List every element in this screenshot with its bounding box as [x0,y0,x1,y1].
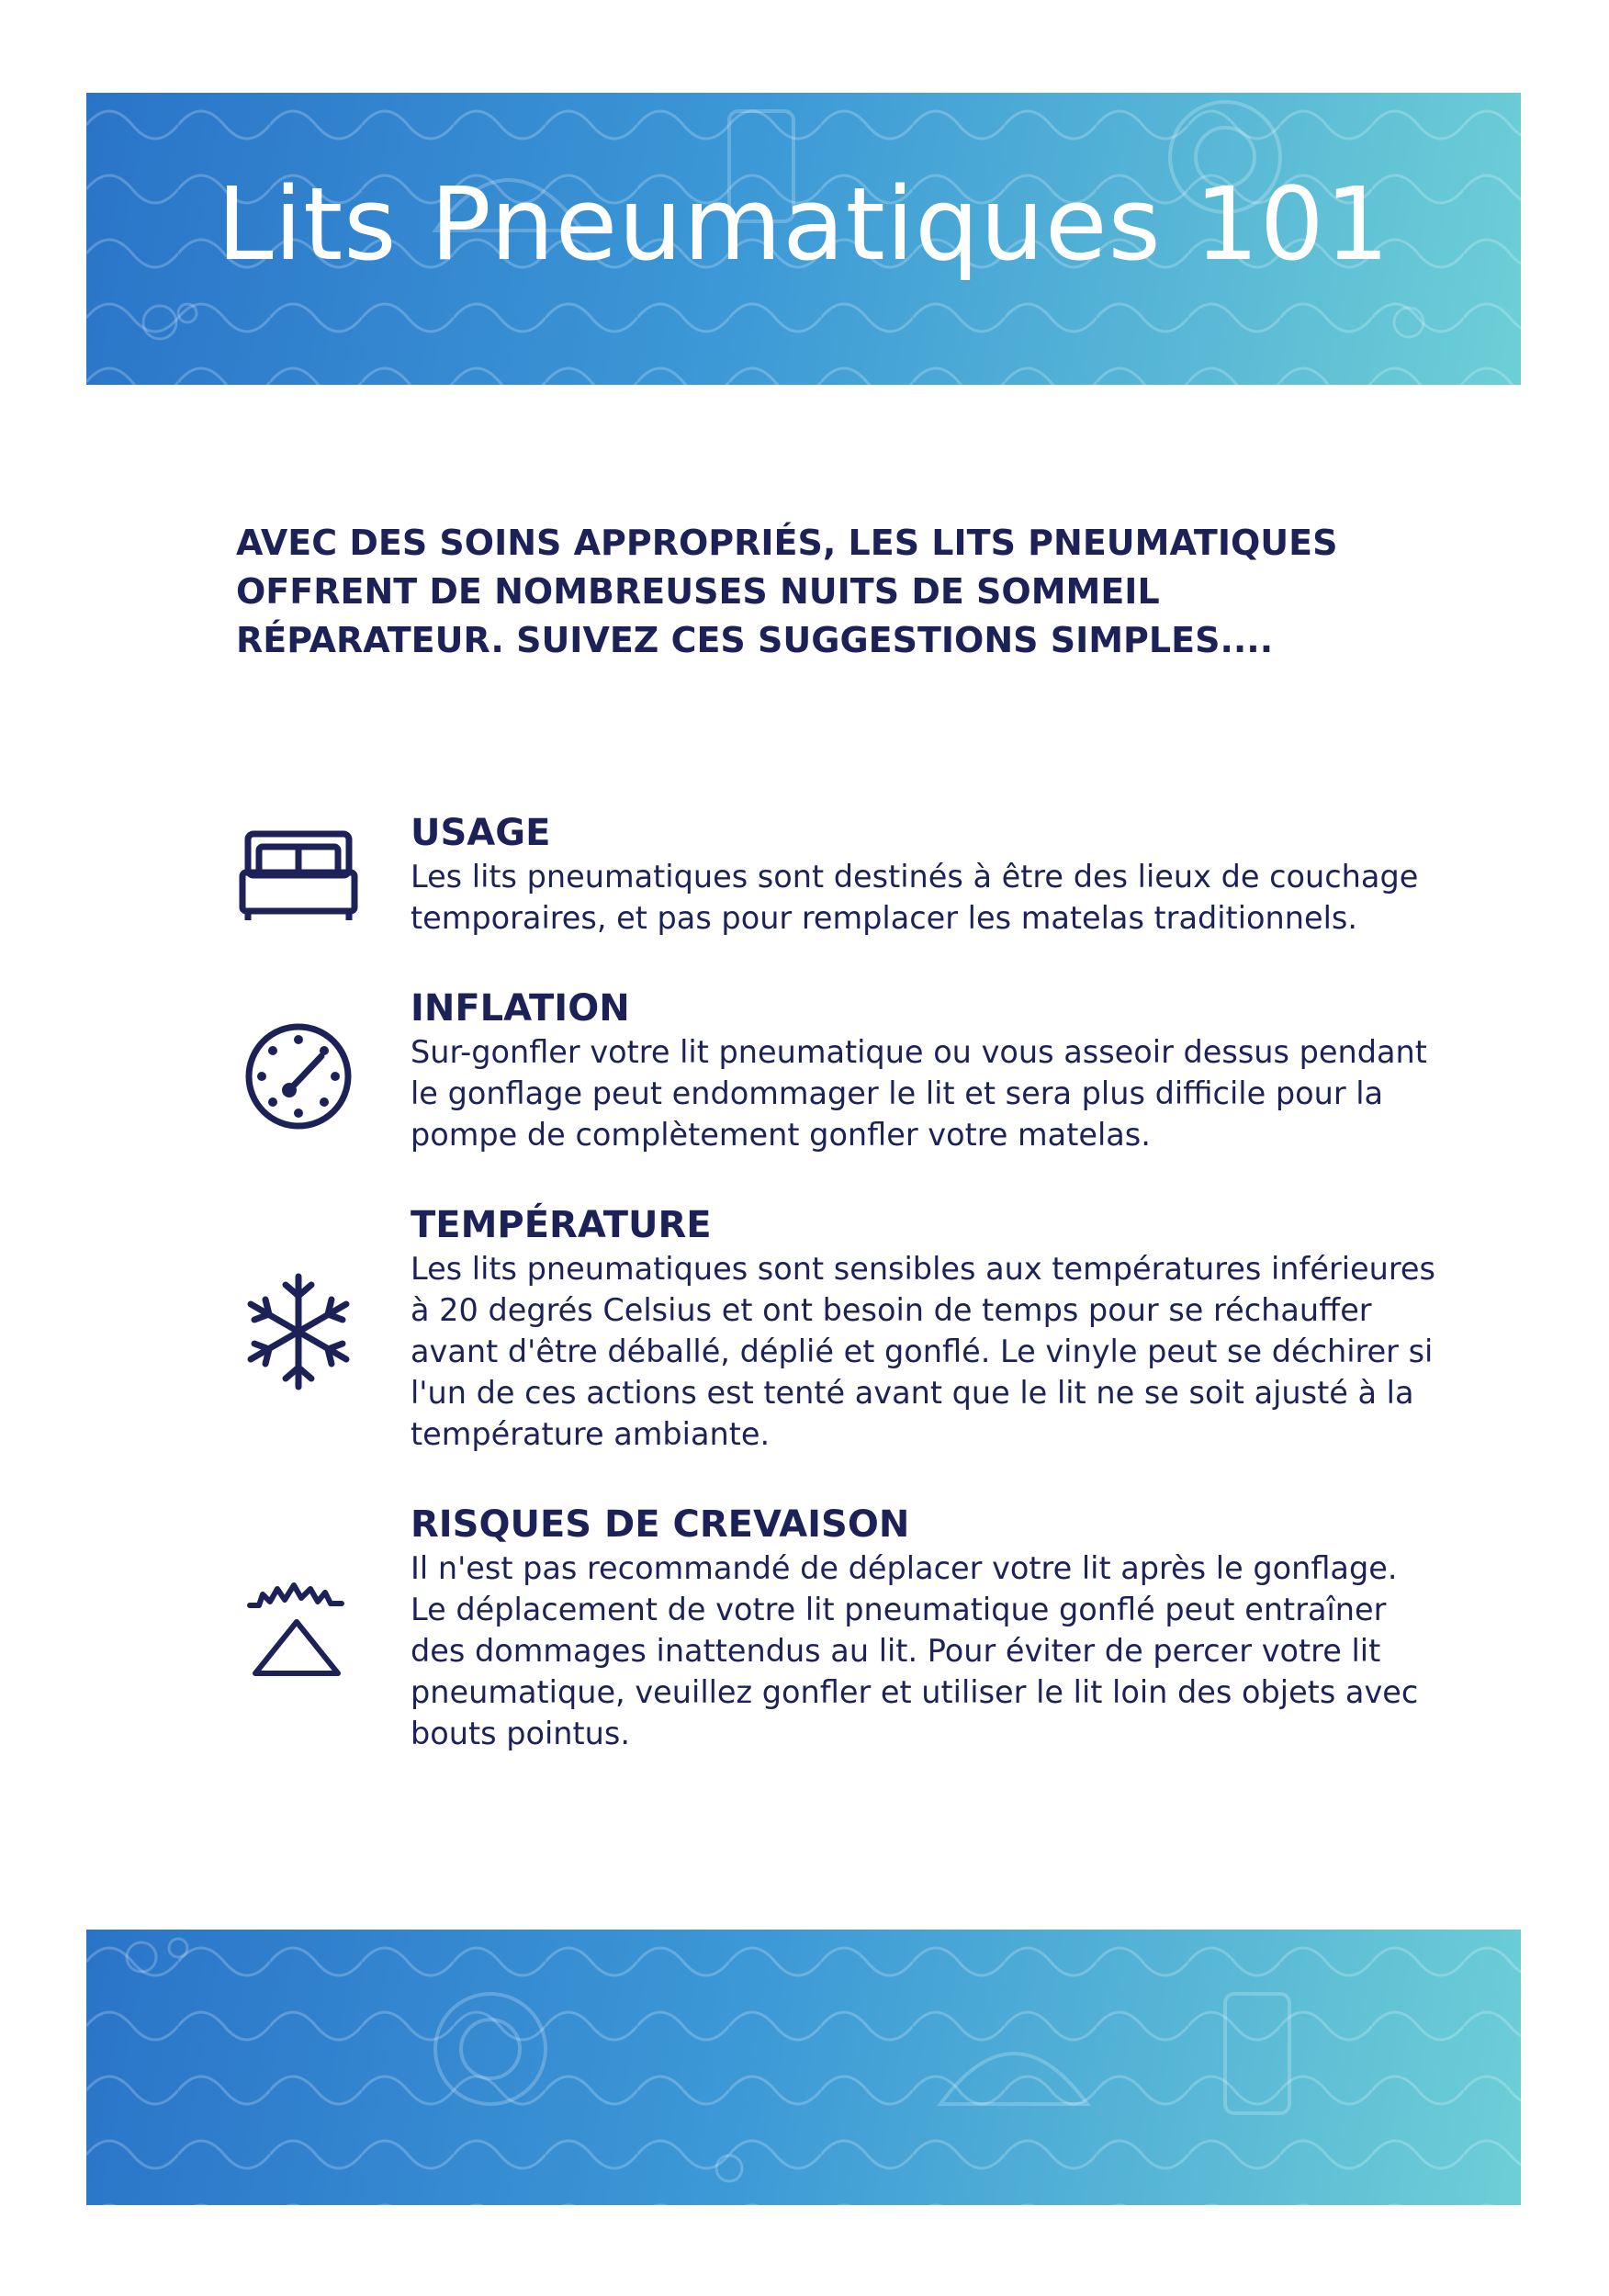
section-usage [411,810,1439,939]
section-inflation [411,985,1439,1155]
bed-icon [239,827,358,923]
section-heading: TEMPÉRATURE [411,1204,712,1246]
page-title: Lits Pneumatiques 101 [217,165,1390,283]
intro-text: AVEC DES SOINS APPROPRIÉS, LES LITS PNEUMATIQUES OFFRENT DE NOMBREUSES NUITS DE SOMMEIL RÉPARATEUR. SUIVEZ CES SUGGESTIONS SIMPLES.... [236,523,1338,660]
section-body: Il n'est pas recommandé de déplacer votre lit après le gonflage. Le déplacement de votre lit pneumatique gonflé peut entraîner des dommages inattendus au lit. Pour éviter de percer votre lit pneumatique, veuillez gonfler et utiliser le lit loin des objets avec bouts pointus. [411,1550,1419,1751]
header-banner [86,93,1521,385]
section-puncture-risks [411,1502,1439,1754]
section-body: Les lits pneumatiques sont sensibles aux températures inférieures à 20 degrés Celsius et ont besoin de temps pour se réchauffer avant d'être déballé, déplié et gonflé. Le vinyle peut se déchirer si l'un de ces actions est tenté avant que le lit ne se soit ajusté à la température ambiante. [411,1251,1435,1452]
section-heading: RISQUES DE CREVAISON [411,1503,910,1546]
section-heading: INFLATION [411,987,630,1030]
pressure-gauge-icon [243,1021,354,1131]
section-heading: USAGE [411,812,551,854]
section-body: Sur-gonfler votre lit pneumatique ou vous asseoir dessus pendant le gonflage peut endommager le lit et sera plus difficile pour la pompe de complètement gonfler votre matelas. [411,1034,1427,1153]
snowflake-icon [243,1272,354,1391]
section-temperature [411,1202,1439,1455]
wave-pattern-decoration [86,1930,1521,2205]
sharp-object-warning-icon [246,1578,347,1679]
footer-banner [86,1930,1521,2205]
section-body: Les lits pneumatiques sont destinés à être des lieux de couchage temporaires, et pas pour remplacer les matelas traditionnels. [411,859,1419,936]
